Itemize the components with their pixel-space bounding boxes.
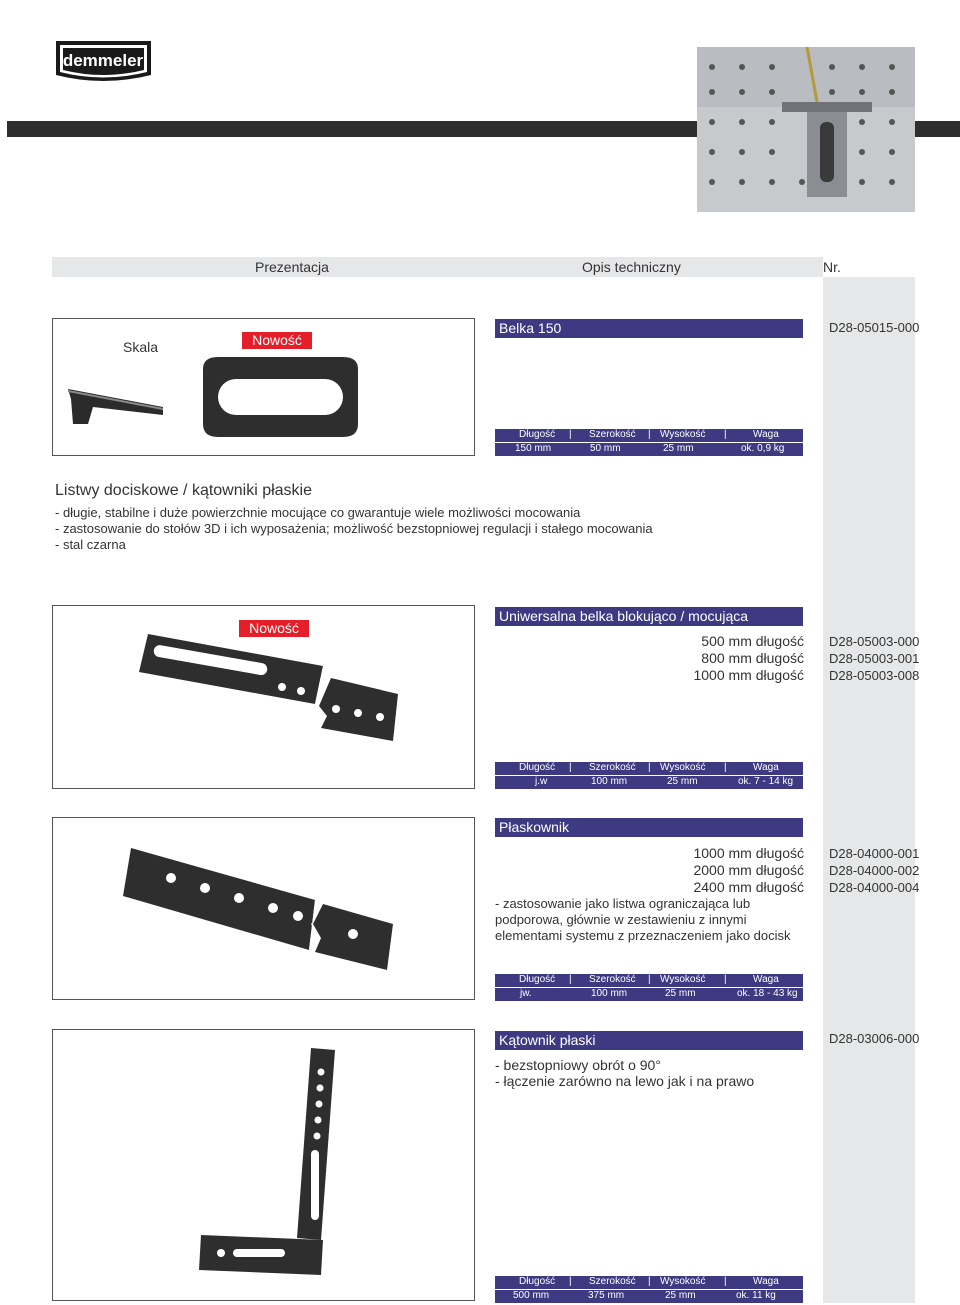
spec-height-value: 25 mm <box>665 988 696 999</box>
header-photo <box>697 47 915 212</box>
spec-length-value: 150 mm <box>515 443 552 454</box>
product-title-3: Płaskownik <box>495 818 803 837</box>
spec-height-label: Wysokość <box>660 762 706 773</box>
variant-3-3: 2400 mm długość <box>693 879 804 895</box>
variant-2-3: 1000 mm długość <box>693 667 804 683</box>
variant-3-1: 1000 mm długość <box>693 845 804 861</box>
catalog-number-1: D28-05015-000 <box>829 320 920 335</box>
scale-label: Skala <box>123 339 159 355</box>
catalog-column <box>823 277 915 1303</box>
spec-length-label: Długość <box>519 1276 556 1287</box>
new-badge-1: Nowość <box>242 332 312 349</box>
spec-width-label: Szerokość <box>589 429 636 440</box>
variant-2-2: 800 mm długość <box>701 650 804 666</box>
spec-height-value: 25 mm <box>665 1290 696 1301</box>
catalog-number-2-1: D28-05003-000 <box>829 634 920 649</box>
spec-height-label: Wysokość <box>660 974 706 985</box>
spec-weight-value: ok. 18 - 43 kg <box>737 988 798 999</box>
spec-weight-value: ok. 11 kg <box>736 1290 776 1301</box>
demmeler-logo <box>52 33 155 88</box>
spec-bar-4 <box>495 1276 803 1303</box>
intro-line-1: - długie, stabilne i duże powierzchnie mocujące co gwarantuje wiele możliwości mocowania <box>55 505 581 520</box>
product-title-2: Uniwersalna belka blokująco / mocująca <box>495 607 803 626</box>
product-image-box-4 <box>52 1029 475 1301</box>
spec-width-value: 100 mm <box>591 776 628 787</box>
spec-weight-label: Waga <box>753 762 779 773</box>
catalog-number-3-2: D28-04000-002 <box>829 863 920 878</box>
spec-header-row: Długość | Szerokość | Wysokość | Waga <box>519 429 779 440</box>
product-title-4: Kątownik płaski <box>495 1031 803 1050</box>
col-catalog: Nr. <box>823 259 841 275</box>
variant-3-2: 2000 mm długość <box>693 862 804 878</box>
spec-value-row <box>495 987 803 1000</box>
spec-weight-label: Waga <box>753 974 779 985</box>
spec-bar-1 <box>495 429 803 456</box>
spec-weight-value: ok. 7 - 14 kg <box>738 776 794 787</box>
intro-line-3: - stal czarna <box>55 537 126 552</box>
section-heading: Listwy dociskowe / kątowniki płaskie <box>55 482 312 499</box>
spec-width-value: 50 mm <box>590 443 621 454</box>
spec-width-label: Szerokość <box>589 974 636 985</box>
spec-value-row <box>495 1289 803 1302</box>
spec-length-value: jw. <box>520 988 532 999</box>
spec-weight-label: Waga <box>753 429 779 440</box>
spec-bar-2 <box>495 762 803 789</box>
spec-header-row: Długość | Szerokość | Wysokość | Waga <box>519 1276 779 1287</box>
catalog-number-2-3: D28-05003-008 <box>829 668 920 683</box>
spec-height-value: 25 mm <box>663 443 694 454</box>
spec-value-row <box>495 775 803 788</box>
spec-length-value: j.w <box>535 776 548 787</box>
spec-length-label: Długość <box>519 974 556 985</box>
product-image-box-3 <box>52 817 475 1000</box>
new-badge-2: Nowość <box>239 620 309 637</box>
spec-height-label: Wysokość <box>660 1276 706 1287</box>
col-presentation: Prezentacja <box>255 259 329 275</box>
spec-height-label: Wysokość <box>660 429 706 440</box>
intro-line-2: - zastosowanie do stołów 3D i ich wyposażenia; możliwość bezstopniowej regulacji i stałego mocowania <box>55 521 653 536</box>
desc-3-3: elementami systemu z przeznaczeniem jako docisk <box>495 928 791 943</box>
spec-value-row <box>495 442 803 455</box>
spec-width-value: 375 mm <box>588 1290 625 1301</box>
spec-weight-label: Waga <box>753 1276 779 1287</box>
desc-3-1: - zastosowanie jako listwa ograniczająca lub <box>495 896 751 911</box>
spec-bar-3 <box>495 974 803 1001</box>
catalog-number-3-3: D28-04000-004 <box>829 880 920 895</box>
variant-2-1: 500 mm długość <box>701 633 804 649</box>
catalog-number-3-1: D28-04000-001 <box>829 846 920 861</box>
spec-length-label: Długość <box>519 429 556 440</box>
spec-header-row: Długość | Szerokość | Wysokość | Waga <box>519 974 779 985</box>
desc-4-1: - bezstopniowy obrót o 90° <box>495 1057 661 1073</box>
catalog-number-2-2: D28-05003-001 <box>829 651 920 666</box>
catalog-number-4: D28-03006-000 <box>829 1031 920 1046</box>
product-title-1: Belka 150 <box>495 319 803 338</box>
desc-3-2: podporowa, głównie w zestawieniu z innymi <box>495 912 747 927</box>
spec-width-label: Szerokość <box>589 762 636 773</box>
col-technical: Opis techniczny <box>582 259 681 275</box>
spec-height-value: 25 mm <box>667 776 698 787</box>
spec-header-row: Długość | Szerokość | Wysokość | Waga <box>519 762 779 773</box>
spec-width-value: 100 mm <box>591 988 628 999</box>
spec-length-value: 500 mm <box>513 1290 550 1301</box>
svg-text:demmeler: demmeler <box>62 51 144 70</box>
spec-weight-value: ok. 0,9 kg <box>741 443 785 454</box>
desc-4-2: - łączenie zarówno na lewo jak i na prawo <box>495 1073 755 1089</box>
spec-length-label: Długość <box>519 762 556 773</box>
column-header <box>52 257 841 277</box>
spec-width-label: Szerokość <box>589 1276 636 1287</box>
